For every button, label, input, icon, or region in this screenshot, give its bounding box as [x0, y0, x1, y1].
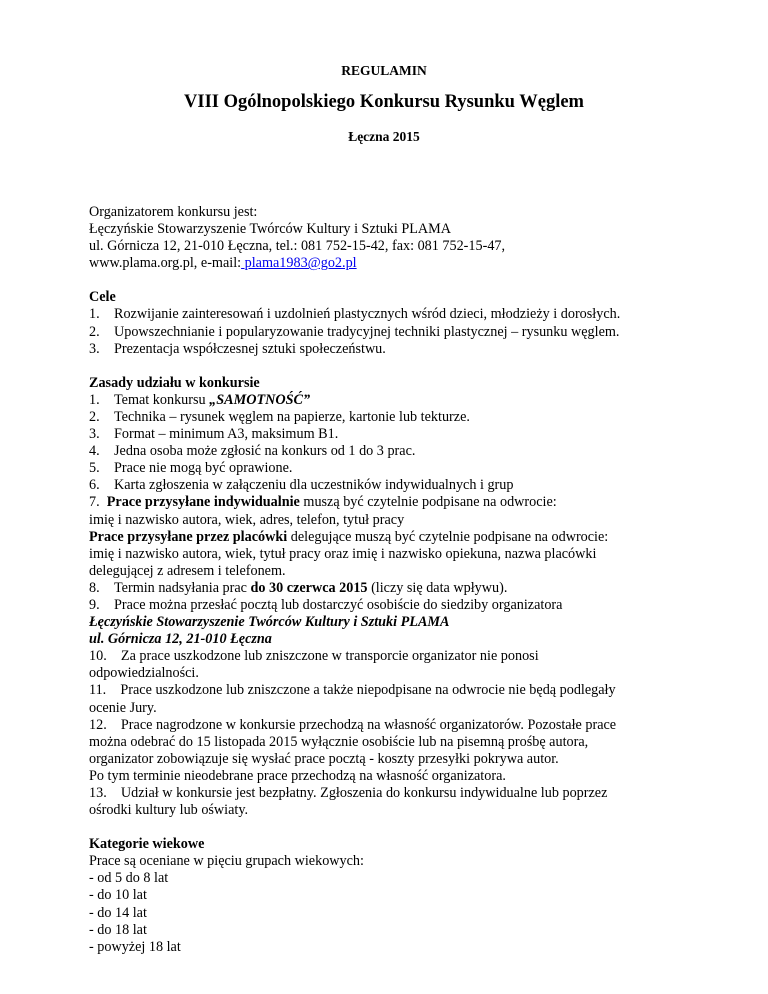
- doc-title: VIII Ogólnopolskiego Konkursu Rysunku Węglem: [184, 92, 584, 112]
- rule-line: organizator zobowiązuje się wysłać prace pocztą - koszty przesyłki pokrywa autor.: [89, 750, 559, 767]
- email-link[interactable]: plama1983@go2.pl: [241, 255, 357, 272]
- doc-label: REGULAMIN: [341, 63, 427, 78]
- rule-item: 6. Karta zgłoszenia w załączeniu dla uczestników indywidualnych i grup: [89, 477, 514, 494]
- rule-line: ocenie Jury.: [89, 699, 157, 716]
- deadline: do 30 czerwca 2015: [250, 579, 368, 596]
- organizer-contact: [89, 255, 729, 272]
- rule-item: 10. Za prace uszkodzone lub zniszczone w transporcie organizator nie ponosi: [89, 648, 539, 665]
- rule-item: 5. Prace nie mogą być oprawione.: [89, 460, 293, 477]
- age-group: - powyżej 18 lat: [89, 938, 181, 955]
- rule-item: 9. Prace można przesłać pocztą lub dostarczyć osobiście do siedziby organizatora: [89, 596, 563, 613]
- document-body: [89, 204, 729, 956]
- rule-line: Prace przysyłane przez placówki delegujące muszą być czytelnie podpisane na odwrocie:: [89, 528, 609, 545]
- age-group: - od 5 do 8 lat: [89, 870, 169, 887]
- rule-line: ośrodki kultury lub oświaty.: [89, 802, 249, 819]
- rule-line: imię i nazwisko autora, wiek, tytuł pracy oraz imię i nazwisko opiekuna, nazwa placówki: [89, 545, 597, 562]
- goals-section: [89, 289, 729, 357]
- rule-item: 1. Temat konkursu „SAMOTNOŚĆ”: [89, 391, 311, 408]
- rules-heading: Zasady udziału w konkursie: [89, 374, 260, 391]
- rule-item: 2. Technika – rysunek węglem na papierze, kartonie lub tekturze.: [89, 408, 470, 425]
- rule-org-name: Łęczyńskie Stowarzyszenie Twórców Kultury i Sztuki PLAMA: [89, 614, 450, 631]
- organizer-intro: Organizatorem konkursu jest:: [89, 204, 258, 220]
- rule-item: 11. Prace uszkodzone lub zniszczone a także niepodpisane na odwrocie nie będą podlegały: [89, 682, 616, 699]
- rule-line: odpowiedzialności.: [89, 665, 199, 682]
- rule-item: 8. Termin nadsyłania prac do 30 czerwca 2015 (liczy się data wpływu).: [89, 579, 508, 596]
- organizer-web: www.plama.org.pl, e-mail:: [89, 255, 242, 272]
- goal-item: 3. Prezentacja współczesnej sztuki społeczeństwu.: [89, 340, 386, 357]
- rule-item: 13. Udział w konkursie jest bezpłatny. Zgłoszenia do konkursu indywidualne lub poprzez: [89, 785, 608, 801]
- rules-section: [89, 375, 729, 819]
- age-section: [89, 836, 729, 956]
- goal-item: 2. Upowszechnianie i popularyzowanie tradycyjnej techniki plastycznej – rysunku węglem.: [89, 323, 620, 340]
- rule-item: 4. Jedna osoba może zgłosić na konkurs od 1 do 3 prac.: [89, 443, 416, 460]
- rule-item: 12. Prace nagrodzone w konkursie przechodzą na własność organizatorów. Pozostałe prace: [89, 716, 617, 733]
- organizer-address: ul. Górnicza 12, 21-010 Łęczna, tel.: 081 752-15-42, fax: 081 752-15-47,: [89, 238, 506, 255]
- rule-line: imię i nazwisko autora, wiek, adres, telefon, tytuł pracy: [89, 511, 405, 528]
- goals-heading: Cele: [89, 289, 116, 306]
- age-heading: Kategorie wiekowe: [89, 836, 205, 853]
- contest-theme: „SAMOTNOŚĆ”: [209, 391, 311, 408]
- rule-line: Po tym terminie nieodebrane prace przechodzą na własność organizatora.: [89, 767, 506, 784]
- rule-line: delegującej z adresem i telefonem.: [89, 562, 286, 579]
- doc-subtitle: Łęczna 2015: [348, 129, 420, 144]
- organizer-name: Łęczyńskie Stowarzyszenie Twórców Kultury i Sztuki PLAMA: [89, 221, 452, 238]
- goal-item: 1. Rozwijanie zainteresowań i uzdolnień plastycznych wśród dzieci, młodzieży i dorosłych.: [89, 306, 621, 323]
- rule-org-address: ul. Górnicza 12, 21-010 Łęczna: [89, 631, 272, 648]
- organizer-section: [89, 204, 729, 272]
- age-group: - do 14 lat: [89, 904, 147, 921]
- rule-line: można odebrać do 15 listopada 2015 wyłącznie osobiście lub na pisemną prośbę autora,: [89, 733, 589, 750]
- age-intro: Prace są oceniane w pięciu grupach wiekowych:: [89, 853, 364, 870]
- rule-item: 7. Prace przysyłane indywidualnie muszą być czytelnie podpisane na odwrocie:: [89, 494, 557, 511]
- age-group: - do 18 lat: [89, 921, 147, 938]
- age-group: - do 10 lat: [89, 887, 147, 904]
- rule-item: 3. Format – minimum A3, maksimum B1.: [89, 426, 339, 443]
